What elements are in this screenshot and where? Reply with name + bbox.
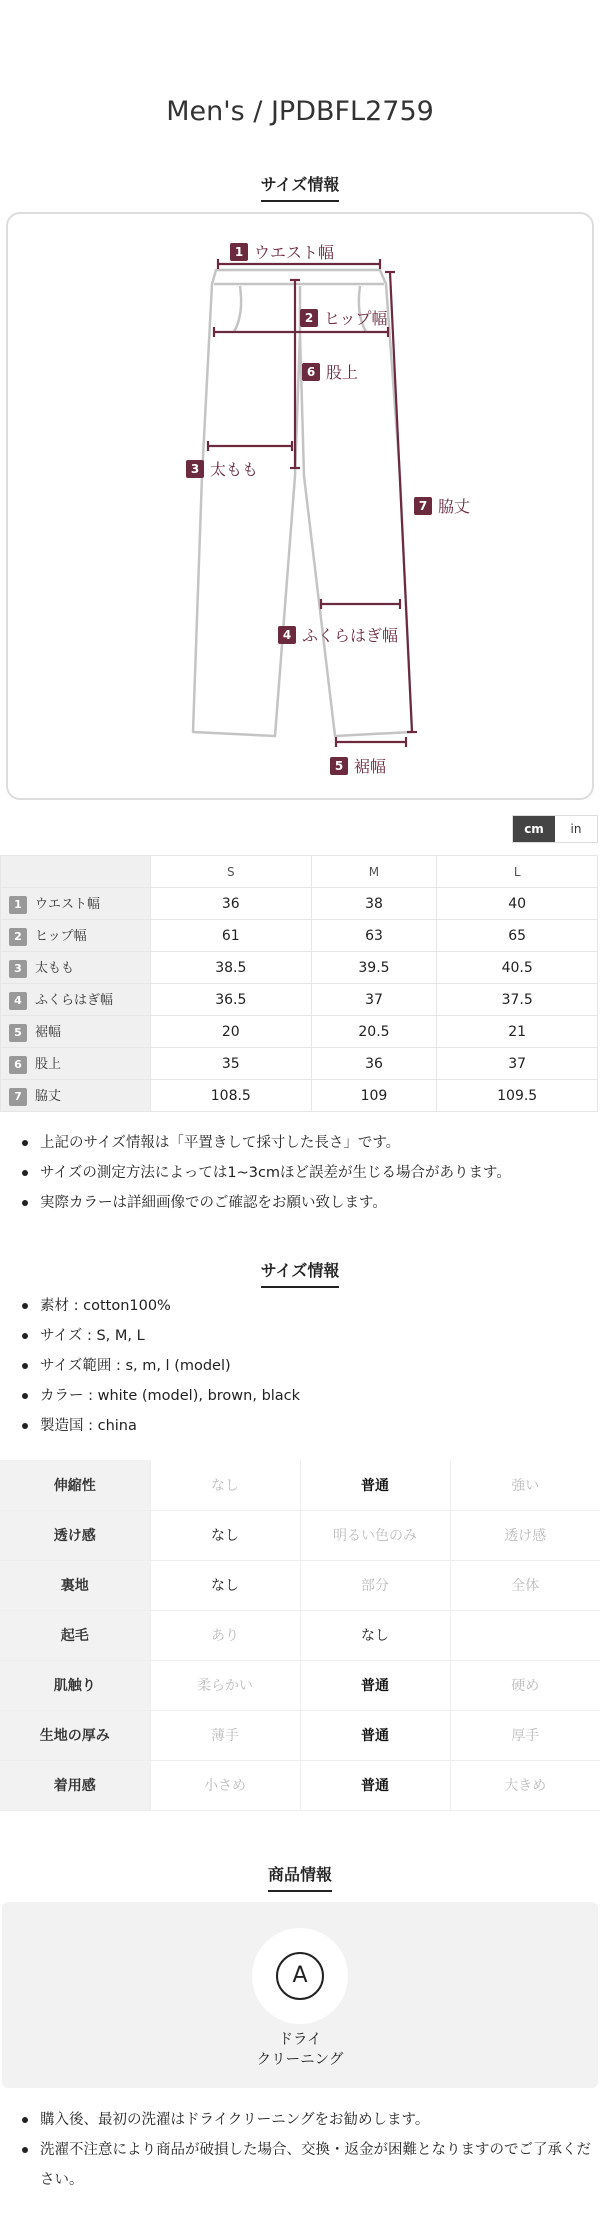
list-item: 製造国 : china xyxy=(16,1411,600,1441)
table-row xyxy=(1,952,598,984)
table-row xyxy=(0,1460,600,1510)
label-hem: 5 裾幅 xyxy=(330,754,386,777)
label-calf: 4 ふくらはぎ幅 xyxy=(278,623,398,646)
fabric-option-selected: 普通 xyxy=(300,1660,450,1710)
table-cell: 20.5 xyxy=(311,1016,437,1048)
care-label: ドライ クリーニング xyxy=(256,2032,344,2068)
table-cell: 21 xyxy=(437,1016,598,1048)
fabric-option: なし xyxy=(150,1460,300,1510)
fabric-option xyxy=(450,1610,600,1660)
table-cell: 36.5 xyxy=(151,984,312,1016)
table-cell: 65 xyxy=(437,920,598,952)
table-row xyxy=(1,984,598,1016)
table-cell: 36 xyxy=(151,888,312,920)
product-info-list xyxy=(0,1291,600,1441)
size-table xyxy=(0,855,598,1112)
fabric-label: 裏地 xyxy=(0,1560,150,1610)
care-symbol-circle xyxy=(252,1928,348,2024)
unit-in-button[interactable]: in xyxy=(555,816,597,842)
fabric-label: 着用感 xyxy=(0,1760,150,1810)
label-rise: 6 股上 xyxy=(302,360,358,383)
label-thigh: 3 太もも xyxy=(186,457,258,480)
table-row xyxy=(1,1016,598,1048)
row-number: 1 xyxy=(9,896,27,914)
row-label: ふくらはぎ幅 xyxy=(35,993,114,1008)
size-notes-list xyxy=(0,1128,600,1218)
table-row xyxy=(0,1660,600,1710)
fabric-option-selected: 普通 xyxy=(300,1710,450,1760)
list-item: 素材 : cotton100% xyxy=(16,1291,600,1321)
table-row xyxy=(0,1760,600,1810)
list-item: サイズ範囲 : s, m, l (model) xyxy=(16,1351,600,1381)
size-diagram xyxy=(6,212,594,800)
fabric-label: 透け感 xyxy=(0,1510,150,1560)
table-cell: 108.5 xyxy=(151,1080,312,1112)
fabric-option: 柔らかい xyxy=(150,1660,300,1710)
row-label: 裾幅 xyxy=(35,1025,62,1040)
row-number: 5 xyxy=(9,1024,27,1042)
fabric-label: 起毛 xyxy=(0,1610,150,1660)
fabric-label: 肌触り xyxy=(0,1660,150,1710)
info-section-heading: サイズ情報 xyxy=(0,1258,600,1288)
list-item: カラー : white (model), brown, black xyxy=(16,1381,600,1411)
table-cell: 37 xyxy=(311,984,437,1016)
pants-illustration xyxy=(8,214,594,800)
row-number: 2 xyxy=(9,928,27,946)
table-row xyxy=(0,1610,600,1660)
table-cell: 36 xyxy=(311,1048,437,1080)
fabric-option-selected: なし xyxy=(150,1510,300,1560)
table-cell: 39.5 xyxy=(311,952,437,984)
table-row xyxy=(1,1080,598,1112)
care-notes-list xyxy=(0,2105,600,2195)
table-cell: 35 xyxy=(151,1048,312,1080)
table-cell: 38 xyxy=(311,888,437,920)
table-cell: 37 xyxy=(437,1048,598,1080)
fabric-option: 全体 xyxy=(450,1560,600,1610)
list-item: 購入後、最初の洗濯はドライクリーニングをお勧めします。 xyxy=(16,2105,600,2135)
table-row xyxy=(1,888,598,920)
list-item: 実際カラーは詳細画像でのご確認をお願い致します。 xyxy=(16,1188,600,1218)
unit-cm-button[interactable]: cm xyxy=(513,816,555,842)
fabric-option: 薄手 xyxy=(150,1710,300,1760)
table-cell: 38.5 xyxy=(151,952,312,984)
header-size-m: M xyxy=(311,856,437,888)
table-row xyxy=(1,1048,598,1080)
header-corner xyxy=(1,856,151,888)
fabric-option: 透け感 xyxy=(450,1510,600,1560)
fabric-option-selected: なし xyxy=(300,1610,450,1660)
fabric-label: 生地の厚み xyxy=(0,1710,150,1760)
table-cell: 109 xyxy=(311,1080,437,1112)
table-row xyxy=(0,1710,600,1760)
dry-clean-icon: A xyxy=(276,1952,324,2000)
fabric-option: 小さめ xyxy=(150,1760,300,1810)
fabric-label: 伸縮性 xyxy=(0,1460,150,1510)
unit-toggle xyxy=(512,815,598,843)
size-table-header xyxy=(1,856,598,888)
table-cell: 37.5 xyxy=(437,984,598,1016)
table-cell: 40 xyxy=(437,888,598,920)
care-box xyxy=(2,1902,598,2088)
header-size-l: L xyxy=(437,856,598,888)
row-number: 6 xyxy=(9,1056,27,1074)
row-label: ウエスト幅 xyxy=(35,897,101,912)
page-title: Men's / JPDBFL2759 xyxy=(166,96,434,127)
table-cell: 109.5 xyxy=(437,1080,598,1112)
list-item: サイズ : S, M, L xyxy=(16,1321,600,1351)
table-row xyxy=(0,1510,600,1560)
table-row xyxy=(1,920,598,952)
label-waist: 1 ウエスト幅 xyxy=(230,240,334,263)
list-item: 洗濯不注意により商品が破損した場合、交換・返金が困難となりますのでご了承ください。 xyxy=(16,2135,600,2195)
table-cell: 63 xyxy=(311,920,437,952)
row-number: 7 xyxy=(9,1088,27,1106)
fabric-option: 強い xyxy=(450,1460,600,1510)
fabric-option: あり xyxy=(150,1610,300,1660)
table-cell: 20 xyxy=(151,1016,312,1048)
fabric-table xyxy=(0,1460,600,1811)
label-outseam: 7 脇丈 xyxy=(414,494,470,517)
table-row xyxy=(0,1560,600,1610)
row-label: 脇丈 xyxy=(35,1089,62,1104)
row-number: 3 xyxy=(9,960,27,978)
table-cell: 40.5 xyxy=(437,952,598,984)
fabric-option: 大きめ xyxy=(450,1760,600,1810)
row-label: 太もも xyxy=(35,961,75,976)
row-number: 4 xyxy=(9,992,27,1010)
fabric-option-selected: 普通 xyxy=(300,1760,450,1810)
fabric-option: 厚手 xyxy=(450,1710,600,1760)
row-label: ヒップ幅 xyxy=(35,929,87,944)
header-size-s: S xyxy=(151,856,312,888)
fabric-option: 明るい色のみ xyxy=(300,1510,450,1560)
fabric-option-selected: なし xyxy=(150,1560,300,1610)
table-cell: 61 xyxy=(151,920,312,952)
fabric-option: 部分 xyxy=(300,1560,450,1610)
size-section-heading: サイズ情報 xyxy=(0,172,600,202)
label-hip: 2 ヒップ幅 xyxy=(300,306,388,329)
goods-section-heading: 商品情報 xyxy=(0,1862,600,1892)
fabric-option-selected: 普通 xyxy=(300,1460,450,1510)
list-item: サイズの測定方法によっては1~3cmほど誤差が生じる場合があります。 xyxy=(16,1158,600,1188)
row-label: 股上 xyxy=(35,1057,62,1072)
list-item: 上記のサイズ情報は「平置きして採寸した長さ」です。 xyxy=(16,1128,600,1158)
fabric-option: 硬め xyxy=(450,1660,600,1710)
